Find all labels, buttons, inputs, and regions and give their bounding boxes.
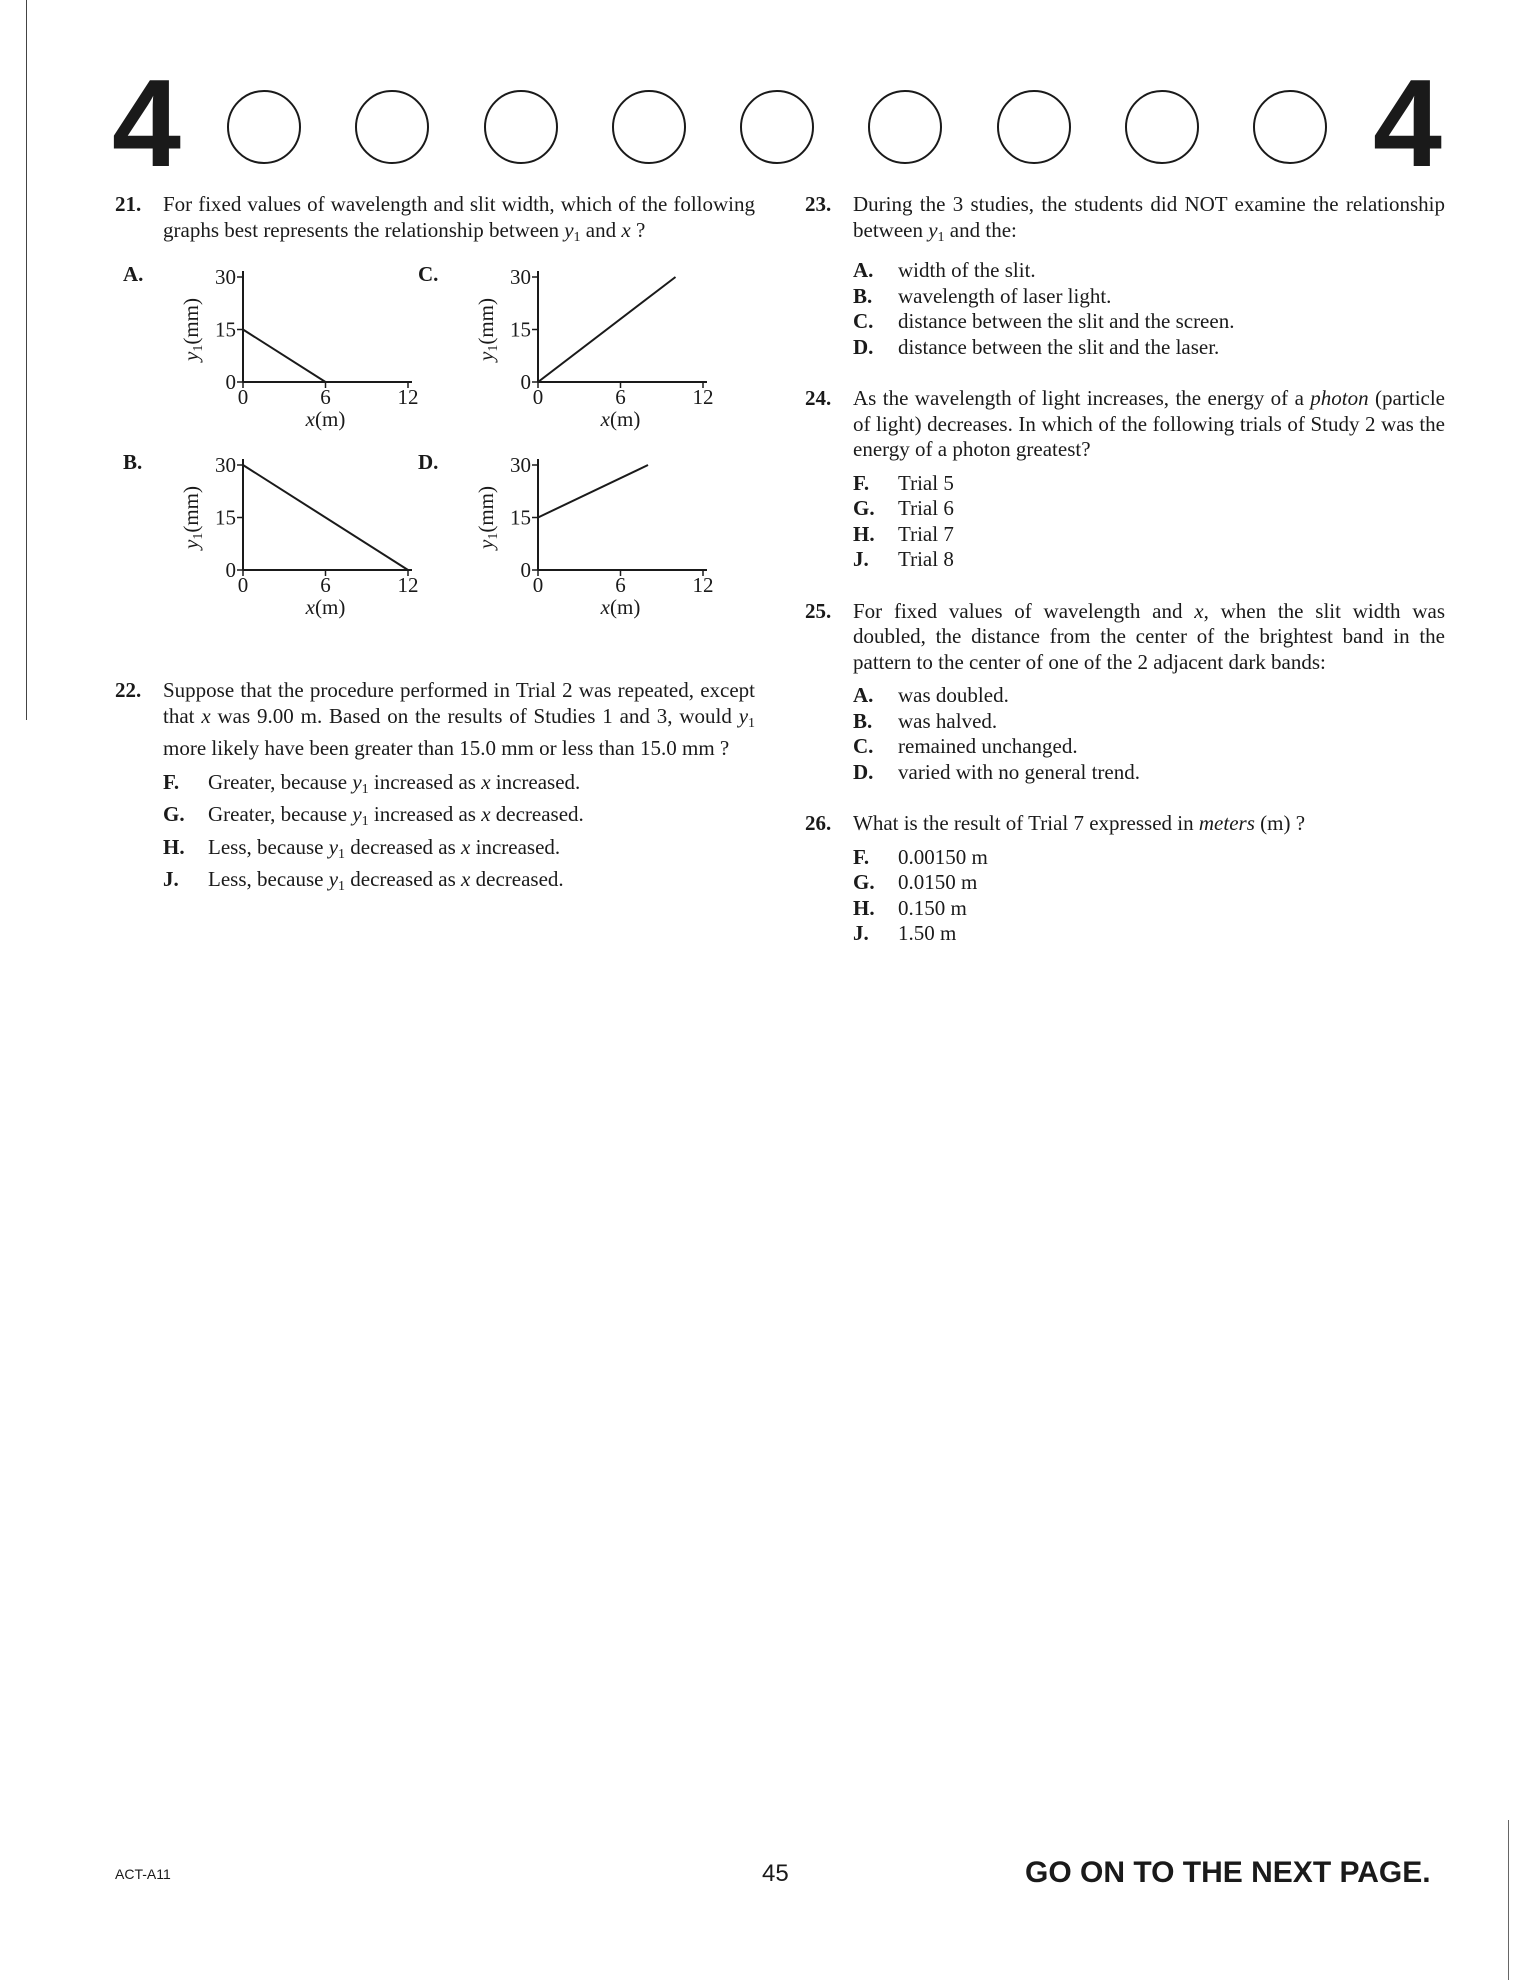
answer-option-c[interactable]: C. distance between the slit and the screen. [853,309,1235,333]
y-axis-label: y1(mm) [474,486,501,549]
answer-option-h[interactable]: H. Trial 7 [853,521,954,546]
question-number: 25. [805,598,832,623]
x-axis-label: x(m) [305,595,346,619]
y-tick-label: 30 [215,453,236,477]
answer-option-d[interactable]: D. varied with no general trend. [853,759,1140,784]
x-axis-label: x(m) [305,407,346,431]
answer-option-f[interactable]: F. Greater, because $y_1$ increased as x increased. [163,769,581,797]
data-line [243,465,408,570]
question-25 [805,599,1445,786]
y-tick-label: 30 [215,265,236,289]
graph-options [123,262,783,642]
question-21 [115,192,755,642]
graph-option-c[interactable] [418,262,718,452]
answer-options [853,683,1445,785]
graph-option-a[interactable] [123,262,423,452]
y-tick-label: 15 [215,317,236,342]
section-number-left: 4 [112,55,181,193]
header-circle [997,90,1071,164]
graph-option-label: B. [123,450,143,474]
answer-option-a[interactable]: A. was doubled. [853,683,1009,707]
y-tick-label: 0 [520,558,531,582]
graph-option-d[interactable] [418,450,718,640]
answer-option-j[interactable]: J. Less, because $y_1$ decreased as x decreased. [163,867,564,894]
question-stem: During the 3 studies, the students did NOT examine the relationship between $y_1$ and the: [853,192,1445,245]
left-margin-rule [26,0,27,720]
question-23 [805,192,1445,360]
answer-options [163,770,755,900]
question-number: 22. [115,678,142,702]
header-circle [612,90,686,164]
answer-option-g[interactable]: G. 0.0150 m [853,870,978,894]
section-number-right: 4 [1373,55,1442,193]
header-circle [484,90,558,164]
x-tick-label: 0 [237,385,249,409]
question-number: 24. [805,386,832,410]
answer-option-f[interactable]: F. 0.00150 m [853,844,988,869]
x-tick-label: 0 [237,573,249,597]
question-stem: Suppose that the procedure performed in Trial 2 was repeated, except that x was 9.00 m. Based on the results of Studies 1 and 3, would $y_1$ more likely have been greater than 15.0 mm or less than 15.0 mm ? [163,678,756,760]
graph-option-b[interactable] [123,450,423,640]
graph-b-plot [123,450,423,640]
answer-option-c[interactable]: C. remained unchanged. [853,734,1078,758]
question-22 [115,678,755,900]
left-column [115,192,755,900]
y-tick-label: 0 [225,558,236,582]
answer-option-j[interactable]: J. 1.50 m [853,921,957,945]
x-tick-label: 0 [532,385,544,409]
question-stem: For fixed values of wavelength and x, when the slit width was doubled, the distance from the center of the brightest band in the pattern to the center of one of the 2 adjacent dark bands: [853,598,1445,674]
header-circle [355,90,429,164]
x-tick-label: 12 [692,573,714,597]
answer-option-b[interactable]: B. wavelength of laser light. [853,283,1112,308]
x-tick-label: 0 [532,573,544,597]
answer-option-h[interactable]: H. 0.150 m [853,895,967,920]
right-column [805,192,1445,947]
graph-c-plot [418,262,718,452]
x-axis-label: x(m) [600,407,641,431]
question-number: 23. [805,192,832,216]
data-line [243,330,326,383]
right-margin-rule [1508,1820,1509,1980]
y-tick-label: 0 [225,370,236,394]
section-header [112,55,1442,193]
question-stem: As the wavelength of light increases, the energy of a photon (particle of light) decreases. In which of the following trials of Study 2 was the energy of a photon greatest? [853,386,1446,461]
question-number: 26. [805,811,832,835]
x-axis-label: x(m) [600,595,641,619]
data-line [538,465,648,518]
y-tick-label: 15 [510,505,531,530]
go-on-next-page: GO ON TO THE NEXT PAGE. [1025,1856,1431,1889]
question-stem: What is the result of Trial 7 expressed in meters (m) ? [853,811,1306,835]
x-tick-label: 12 [397,385,419,409]
question-24 [805,386,1445,573]
header-circle [227,90,301,164]
question-26 [805,811,1445,947]
header-circle [1253,90,1327,164]
answer-options [853,845,1445,947]
question-number: 21. [115,192,142,216]
answer-option-f[interactable]: F. Trial 5 [853,470,954,495]
y-tick-label: 15 [215,505,236,530]
graph-option-label: D. [418,450,439,474]
x-tick-label: 12 [397,573,419,597]
x-tick-label: 12 [692,385,714,409]
header-circle [868,90,942,164]
answer-option-b[interactable]: B. was halved. [853,708,998,733]
graph-d-plot [418,450,718,640]
form-code: ACT-A11 [115,1866,171,1882]
y-tick-label: 30 [510,265,531,289]
answer-option-a[interactable]: A. width of the slit. [853,258,1036,282]
graph-a-plot [123,262,423,452]
answer-option-h[interactable]: H. Less, because $y_1$ decreased as x increased. [163,834,561,862]
y-axis-label: y1(mm) [179,298,206,361]
graph-option-label: C. [418,262,439,286]
x-tick-label: 6 [615,573,626,597]
y-tick-label: 30 [510,453,531,477]
header-circle [1125,90,1199,164]
y-axis-label: y1(mm) [179,486,206,549]
answer-option-d[interactable]: D. distance between the slit and the laser. [853,334,1220,359]
graph-option-label: A. [123,262,144,286]
answer-option-j[interactable]: J. Trial 8 [853,547,954,571]
x-tick-label: 6 [320,573,331,597]
answer-option-g[interactable]: G. Greater, because $y_1$ increased as x decreased. [163,802,584,829]
question-stem: For fixed values of wavelength and slit width, which of the following graphs best represents the relationship between $y_1$ and x ? [163,192,755,245]
y-tick-label: 0 [520,370,531,394]
answer-option-g[interactable]: G. Trial 6 [853,496,954,520]
y-axis-label: y1(mm) [474,298,501,361]
header-circles [227,90,1327,170]
y-tick-label: 15 [510,317,531,342]
page-number: 45 [762,1860,789,1887]
answer-options [853,258,1445,360]
data-line [538,277,676,382]
header-circle [740,90,814,164]
x-tick-label: 6 [615,385,626,409]
answer-options [853,471,1445,573]
x-tick-label: 6 [320,385,331,409]
